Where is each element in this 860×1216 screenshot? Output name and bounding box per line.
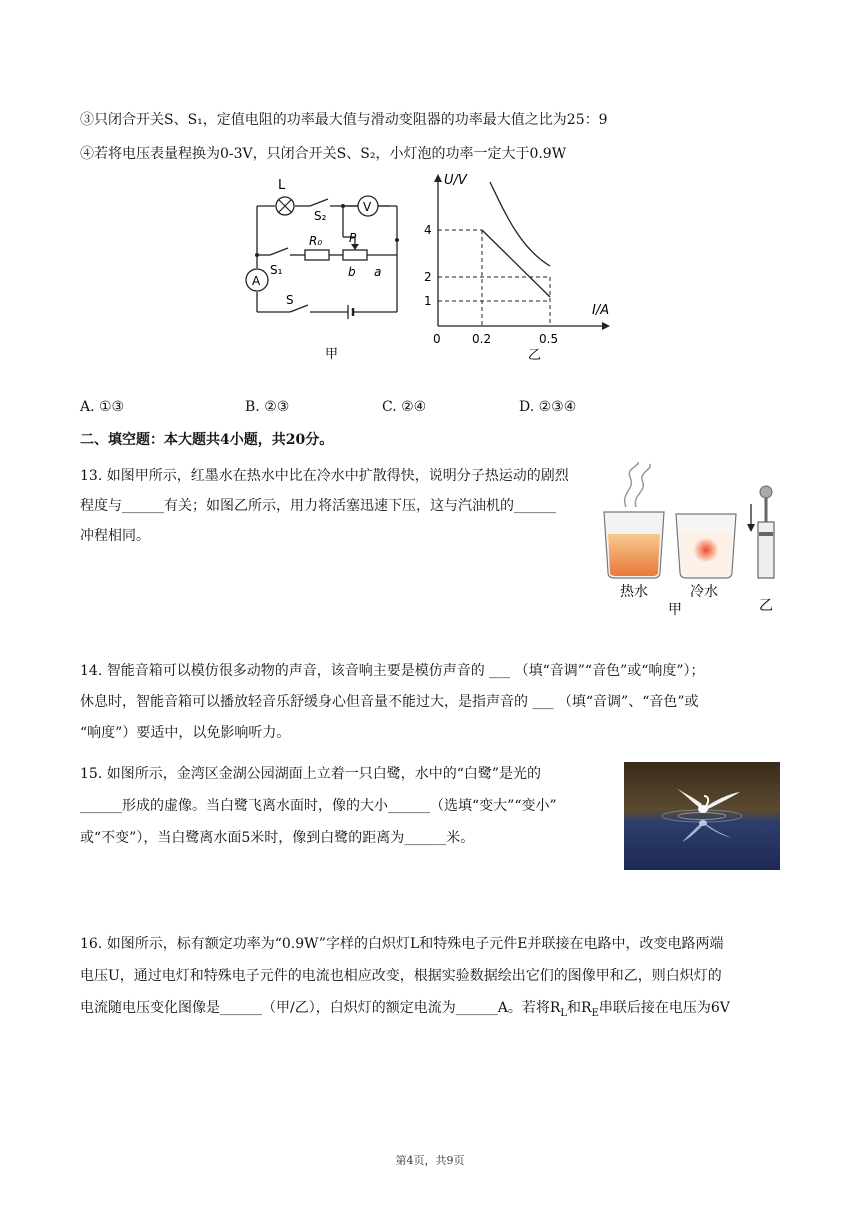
q13-text — [80, 461, 569, 551]
label-b: b — [348, 265, 356, 279]
q14-line-1: 14. 智能音箱可以模仿很多动物的声音，该音响主要是模仿声音的 ___ （填“音调”“音色”或“响度”）； — [80, 663, 705, 679]
q14-line-3: “响度”）要适中，以免影响听力。 — [80, 725, 291, 741]
graph-ytick-2: 2 — [424, 270, 432, 284]
q12-statement-4: ④若将电压表量程换为0-3V，只闭合开关S、S₂，小灯泡的功率一定大于0.9W — [80, 146, 567, 162]
sub-l: L — [560, 1007, 568, 1019]
u-i-graph — [420, 168, 630, 373]
label-ammeter: A — [252, 274, 261, 288]
caption-yi: 乙 — [528, 348, 542, 363]
q16-line-1: 16. 如图所示，标有额定功率为“0.9W”字样的白炽灯L和特殊电子元件E并联接在电路中，改变电路两端 — [80, 936, 724, 952]
option-d: D. ②③④ — [519, 399, 577, 415]
q13-line-1: 13. 如图甲所示，红墨水在热水中比在冷水中扩散得快，说明分子热运动的剧烈 — [80, 468, 569, 484]
q14-text — [80, 656, 705, 749]
q15-line-3: 或“不变”），当白鹭离水面5米时，像到白鹭的距离为______米。 — [80, 830, 475, 846]
egret-photo — [624, 762, 780, 870]
label-a: a — [374, 265, 382, 279]
label-switch-s1: S₁ — [270, 263, 283, 277]
label-hot-water: 热水 — [620, 584, 648, 600]
q16-text — [80, 928, 730, 1030]
graph-xtick-0-5: 0.5 — [539, 332, 559, 346]
q13-line-3: 冲程相同。 — [80, 528, 150, 544]
label-jia: 甲 — [668, 602, 682, 618]
q15-text — [80, 758, 557, 854]
label-voltmeter: V — [363, 200, 372, 214]
q16-line-3: 电流随电压变化图像是______（甲/乙），白炽灯的额定电流为______A。若将$R_L$和$R_E$串联后接在电压为6V — [80, 1000, 730, 1019]
sub-e: E — [591, 1007, 599, 1019]
label-switch-s2: S₂ — [314, 209, 327, 223]
label-lamp-l: L — [278, 178, 286, 193]
graph-xtick-0: 0 — [433, 332, 441, 346]
q15-line-2: ______形成的虚像。当白鹭飞离水面时，像的大小______（选填“变大”“变小” — [80, 798, 557, 814]
circuit-diagram — [240, 172, 420, 372]
label-slider-p: P — [349, 231, 357, 245]
section-title: 二、填空题：本大题共4小题，共20分。 — [80, 432, 334, 448]
q12-statement-3: ③只闭合开关S、S₁，定值电阻的功率最大值与滑动变阻器的功率最大值之比为25：9 — [80, 112, 608, 128]
option-b: B. ②③ — [245, 399, 290, 415]
caption-jia: 甲 — [325, 347, 339, 362]
q14-line-2: 休息时，智能音箱可以播放轻音乐舒缓身心但音量不能过大，是指声音的 ___ （填“音调”、“音色”或 — [80, 694, 699, 710]
graph-ylabel: U/V — [444, 173, 467, 188]
q13-line-2: 程度与______有关；如图乙所示，用力将活塞迅速下压，这与汽油机的______ — [80, 498, 556, 514]
label-yi: 乙 — [759, 598, 773, 614]
label-switch-s: S — [286, 293, 294, 307]
graph-xlabel: I/A — [592, 303, 610, 318]
q15-line-1: 15. 如图所示，金湾区金湖公园湖面上立着一只白鹭，水中的“白鹭”是光的 — [80, 766, 542, 782]
graph-ytick-4: 4 — [424, 223, 432, 237]
graph-xtick-0-2: 0.2 — [472, 332, 492, 346]
label-cold-water: 冷水 — [690, 584, 718, 600]
option-a: A. ①③ — [80, 399, 125, 415]
label-r0: R₀ — [309, 234, 323, 248]
graph-ytick-1: 1 — [424, 294, 432, 308]
page-footer: 第4页，共9页 — [395, 1154, 465, 1167]
diffusion-figure — [596, 462, 796, 622]
q16-line-2: 电压U，通过电灯和特殊电子元件的电流也相应改变，根据实验数据绘出它们的图像甲和乙，则白炽灯的 — [80, 968, 722, 984]
option-c: C. ②④ — [382, 399, 427, 415]
